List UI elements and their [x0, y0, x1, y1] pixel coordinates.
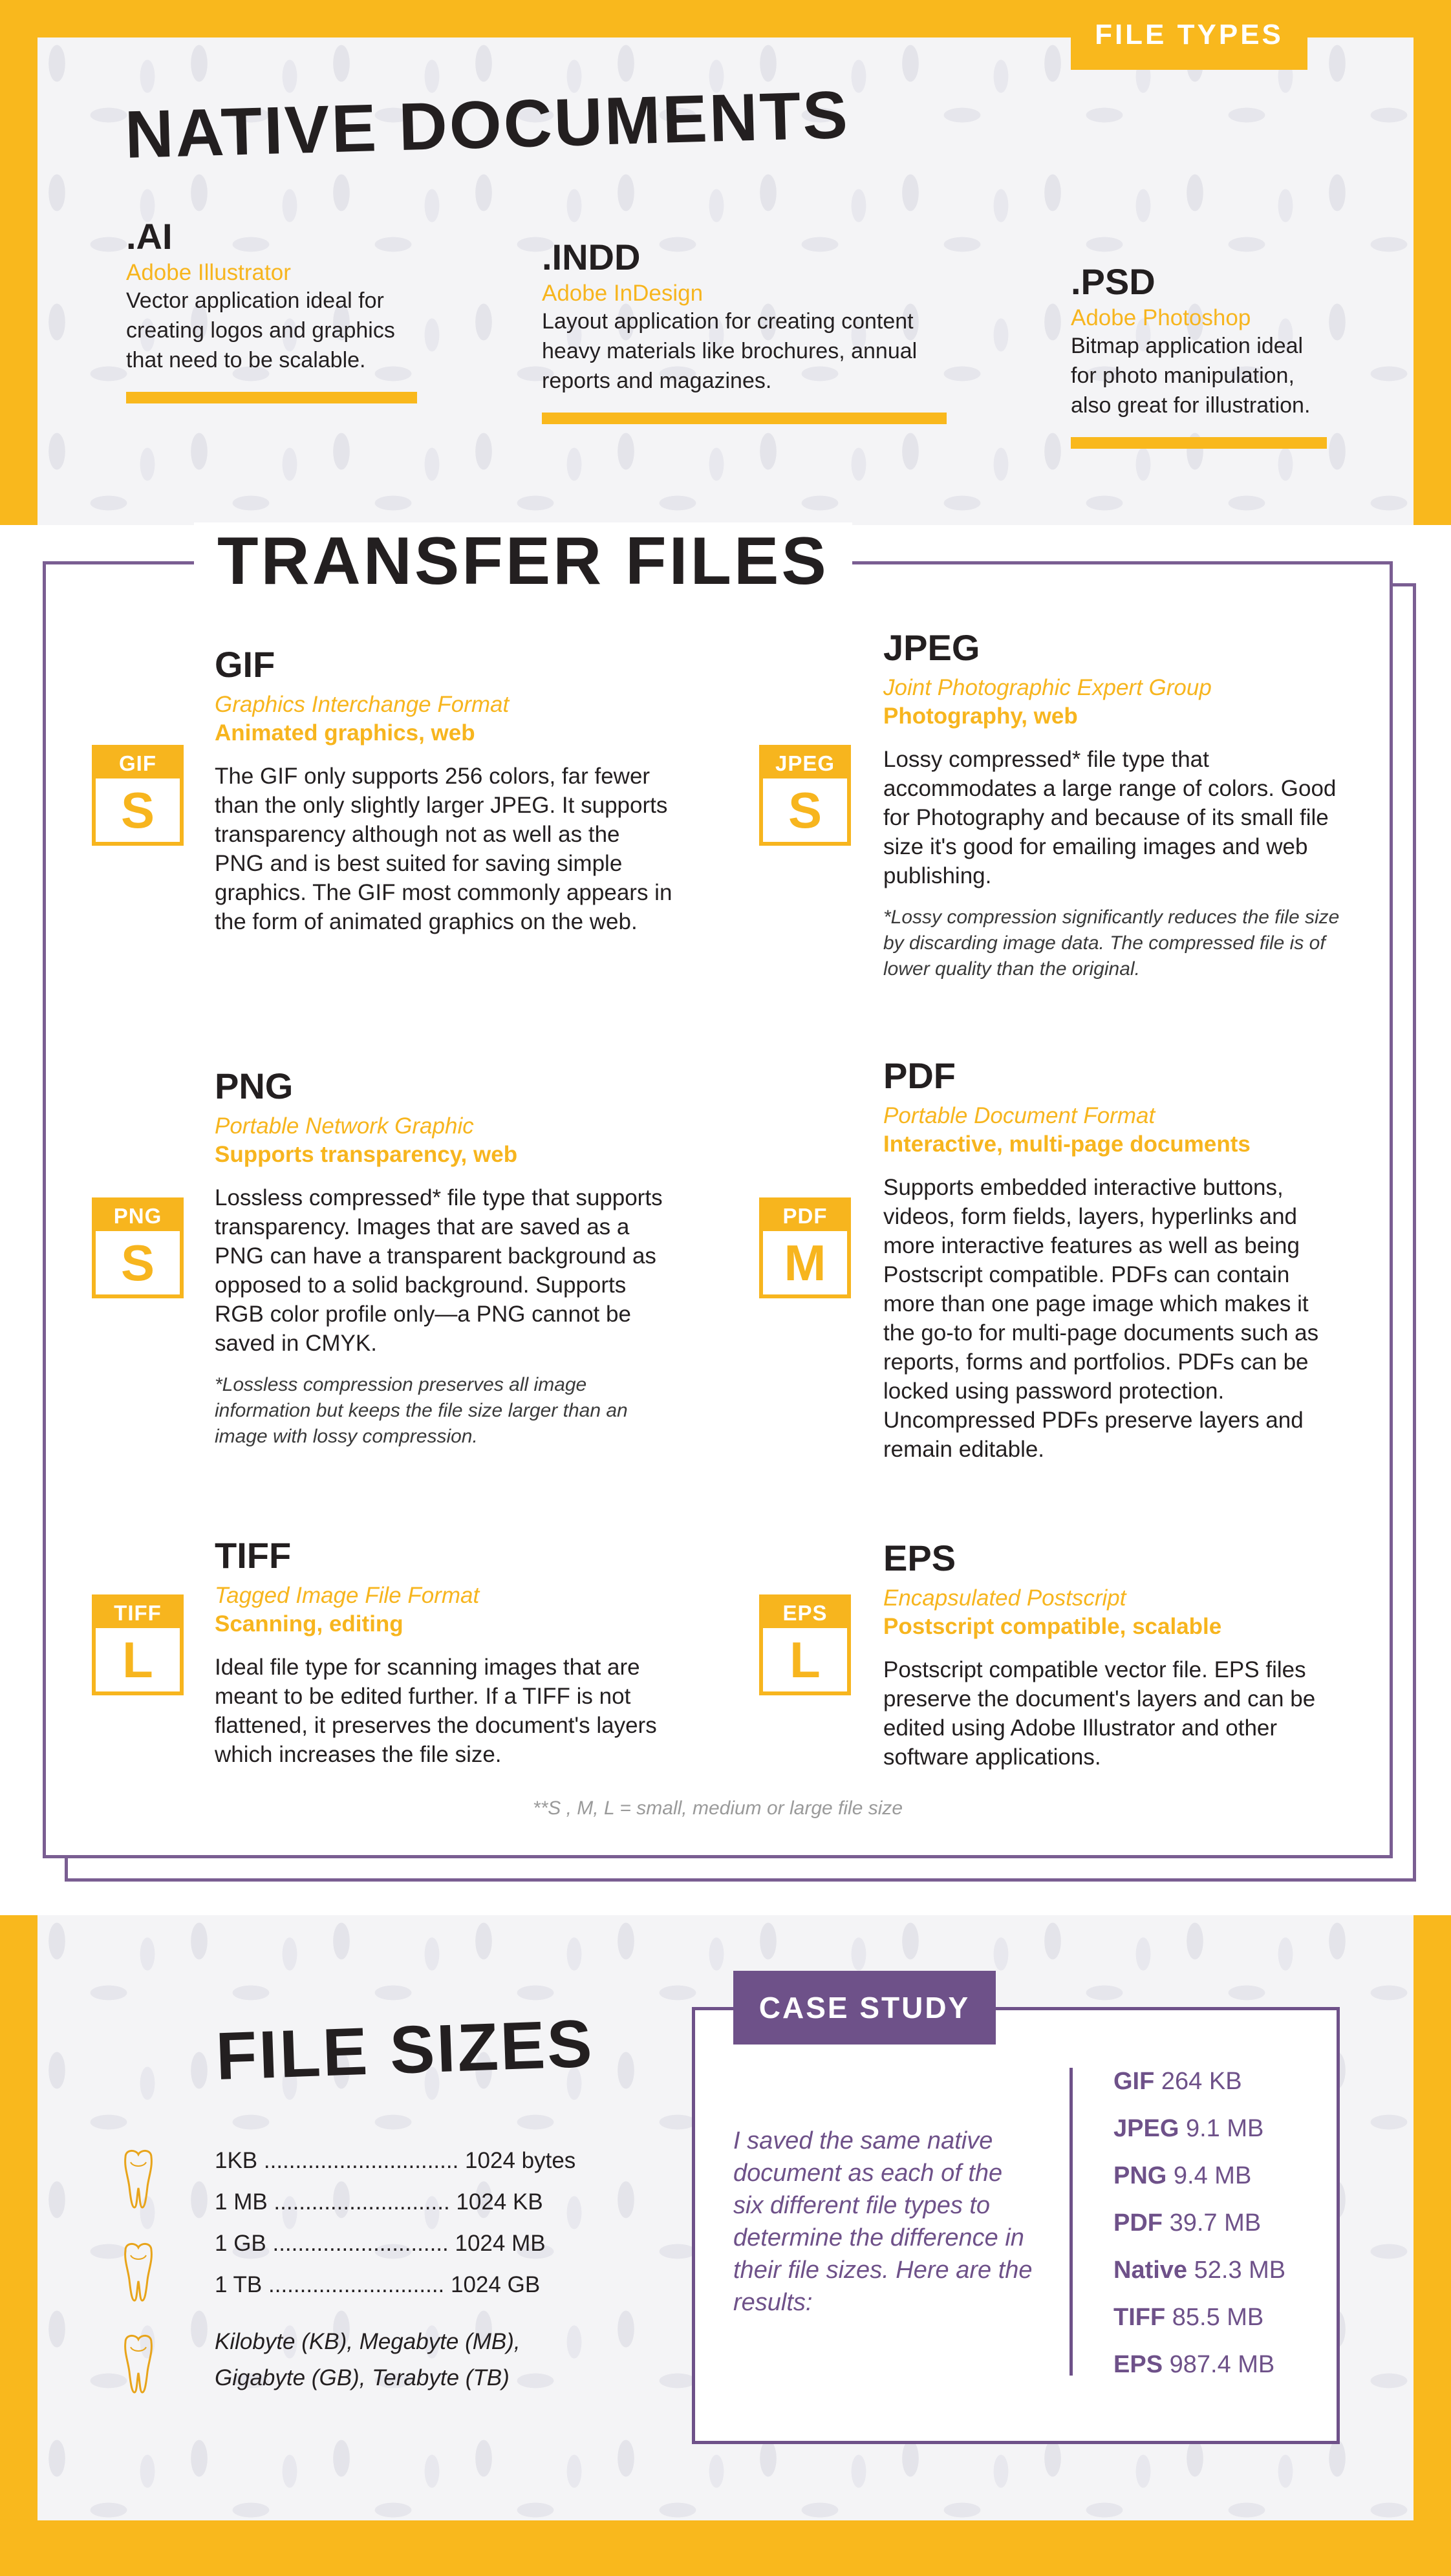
size-conversion-kb: 1KB ............................... 1024 bytes: [215, 2148, 576, 2173]
file-type-name: GIF: [215, 644, 275, 685]
file-type-note: *Lossless compression preserves all image information but keeps the file size larger than an image with lossy compression.: [215, 1374, 628, 1447]
case-result-value: 987.4 MB: [1169, 2351, 1275, 2378]
case-result-value: 39.7 MB: [1169, 2209, 1262, 2237]
file-type-description: Supports embedded interactive buttons, videos, form fields, layers, hyperlinks and more interactive features as well as being Postscript compatible. PDFs can contain more than one page image which makes it the go-to for multi-page documents such as reports, forms and portfolios. PDFs can be locked using password protection. Uncompressed PDFs preserve layers and remain editable.: [883, 1175, 1319, 1462]
case-result-label: GIF: [1113, 2068, 1155, 2095]
file-type-pdf: [883, 1055, 1344, 1464]
native-bar: [542, 413, 947, 424]
file-type-png: [215, 1068, 667, 1450]
case-result-jpeg: [1113, 2115, 1263, 2143]
native-desc: Vector application ideal for creating logos and graphics that need to be scalable.: [126, 288, 395, 372]
file-icon-size: S: [120, 1234, 155, 1291]
gif-file-icon: [92, 745, 184, 846]
native-app: Adobe InDesign: [542, 281, 704, 306]
pdf-file-icon: [759, 1197, 851, 1298]
units-note-line: Kilobyte (KB), Megabyte (MB),: [215, 2329, 521, 2354]
case-result-pdf: [1113, 2209, 1261, 2237]
native-bar: [1071, 437, 1327, 449]
file-type-fullname: Portable Network Graphic: [215, 1113, 474, 1139]
tooth-icon: [119, 2148, 158, 2210]
native-item-psd: [1071, 261, 1327, 449]
native-app: Adobe Illustrator: [126, 260, 291, 285]
file-icon-size: L: [122, 1631, 153, 1688]
file-type-description: Postscript compatible vector file. EPS files preserve the document's layers and can be edited using Adobe Illustrator and other software applications.: [883, 1657, 1316, 1770]
file-type-name: PDF: [883, 1055, 956, 1096]
file-type-use: Interactive, multi-page documents: [883, 1132, 1251, 1157]
file-type-use: Scanning, editing: [215, 1611, 403, 1637]
transfer-files-title: TRANSFER FILES: [194, 522, 852, 600]
case-result-label: Native: [1113, 2257, 1188, 2284]
file-type-description: Lossy compressed* file type that accommodates a large range of colors. Good for Photography and because of its small file size it's good for emailing images and web publishing.: [883, 747, 1337, 888]
case-result-label: TIFF: [1113, 2304, 1166, 2331]
file-type-description: The GIF only supports 256 colors, far fewer than the only slightly larger JPEG. It supports transparency although not as well as the PNG and is best suited for saving simple graphics. The GIF most commonly appears in the form of animated graphics on the web.: [215, 764, 672, 934]
native-ext: .AI: [126, 216, 173, 257]
file-sizes-title: FILE SIZES: [214, 2006, 596, 2095]
file-type-name: JPEG: [883, 627, 980, 668]
case-result-tiff: [1113, 2304, 1263, 2332]
case-study-text: I saved the same native document as each of the six different file types to determine the difference in their file sizes. Here are the results:: [733, 2127, 1033, 2316]
tooth-icon: [119, 2333, 158, 2395]
file-type-use: Postscript compatible, scalable: [883, 1614, 1222, 1639]
units-note: [215, 2324, 521, 2396]
file-types-tag: FILE TYPES: [1071, 0, 1307, 70]
case-result-eps: [1113, 2351, 1274, 2379]
native-bar: [126, 392, 417, 403]
case-result-value: 9.4 MB: [1173, 2162, 1252, 2189]
file-icon-label: TIFF: [96, 1598, 180, 1628]
file-type-name: EPS: [883, 1538, 956, 1578]
file-type-fullname: Portable Document Format: [883, 1103, 1155, 1128]
native-documents-title: NATIVE DOCUMENTS: [124, 77, 851, 173]
case-result-value: 264 KB: [1161, 2068, 1242, 2095]
tooth-icon: [119, 2241, 158, 2303]
file-icon-label: GIF: [96, 749, 180, 778]
file-type-eps: [883, 1540, 1344, 1772]
native-desc: Layout application for creating content heavy materials like brochures, annual reports and magazines.: [542, 309, 918, 393]
case-result-gif: [1113, 2068, 1242, 2096]
file-type-fullname: Tagged Image File Format: [215, 1583, 480, 1608]
native-item-ai: [126, 216, 417, 403]
case-result-label: JPEG: [1113, 2115, 1179, 2142]
jpeg-file-icon: [759, 745, 851, 846]
case-result-value: 9.1 MB: [1185, 2115, 1264, 2142]
native-ext: .PSD: [1071, 261, 1155, 302]
file-icon-size: M: [784, 1234, 826, 1291]
size-conversion-mb: 1 MB ............................ 1024 KB: [215, 2189, 543, 2215]
file-icon-label: PNG: [96, 1201, 180, 1231]
file-type-use: Photography, web: [883, 703, 1078, 729]
size-conversion-tb: 1 TB ............................ 1024 GB: [215, 2272, 541, 2297]
case-result-label: EPS: [1113, 2351, 1163, 2378]
case-result-value: 85.5 MB: [1172, 2304, 1264, 2331]
file-icon-size: S: [120, 781, 155, 839]
size-legend-footnote: **S , M, L = small, medium or large file size: [532, 1798, 903, 1819]
file-type-tiff: [215, 1535, 667, 1769]
native-desc: Bitmap application ideal for photo manipulation, also great for illustration.: [1071, 334, 1311, 418]
file-type-fullname: Graphics Interchange Format: [215, 692, 510, 717]
case-study-divider: [1069, 2068, 1073, 2376]
file-type-description: Ideal file type for scanning images that are meant to be edited further. If a TIFF is not flattened, it preserves the document's layers which increases the file size.: [215, 1655, 657, 1767]
file-type-fullname: Encapsulated Postscript: [883, 1585, 1126, 1611]
file-icon-size: L: [790, 1631, 821, 1688]
file-icon-size: S: [788, 781, 822, 839]
case-result-label: PNG: [1113, 2162, 1167, 2189]
file-type-name: TIFF: [215, 1535, 292, 1576]
file-type-fullname: Joint Photographic Expert Group: [883, 675, 1212, 700]
native-ext: .INDD: [542, 237, 641, 277]
native-app: Adobe Photoshop: [1071, 305, 1251, 330]
file-type-name: PNG: [215, 1066, 294, 1106]
png-file-icon: [92, 1197, 184, 1298]
file-icon-label: PDF: [763, 1201, 847, 1231]
file-type-jpeg: [883, 627, 1344, 982]
file-type-note: *Lossy compression significantly reduces the file size by discarding image data. The compressed file is of lower quality than the original.: [883, 907, 1340, 980]
file-type-gif: [215, 644, 674, 936]
native-item-indd: [542, 239, 947, 424]
case-result-label: PDF: [1113, 2209, 1163, 2237]
file-type-use: Animated graphics, web: [215, 720, 475, 746]
case-result-native: [1113, 2257, 1285, 2284]
units-note-line: Gigabyte (GB), Terabyte (TB): [215, 2365, 510, 2390]
file-type-use: Supports transparency, web: [215, 1142, 518, 1167]
tiff-file-icon: [92, 1594, 184, 1695]
file-type-description: Lossless compressed* file type that supports transparency. Images that are saved as a PNG can have a transparent background as opposed to a solid background. Supports RGB color profile only—a PNG cannot be saved in CMYK.: [215, 1185, 663, 1356]
size-conversion-gb: 1 GB ............................ 1024 MB: [215, 2231, 546, 2256]
file-icon-label: JPEG: [763, 749, 847, 778]
case-result-value: 52.3 MB: [1194, 2257, 1286, 2284]
file-icon-label: EPS: [763, 1598, 847, 1628]
case-result-png: [1113, 2162, 1251, 2190]
eps-file-icon: [759, 1594, 851, 1695]
case-study-tag: CASE STUDY: [733, 1971, 996, 2045]
